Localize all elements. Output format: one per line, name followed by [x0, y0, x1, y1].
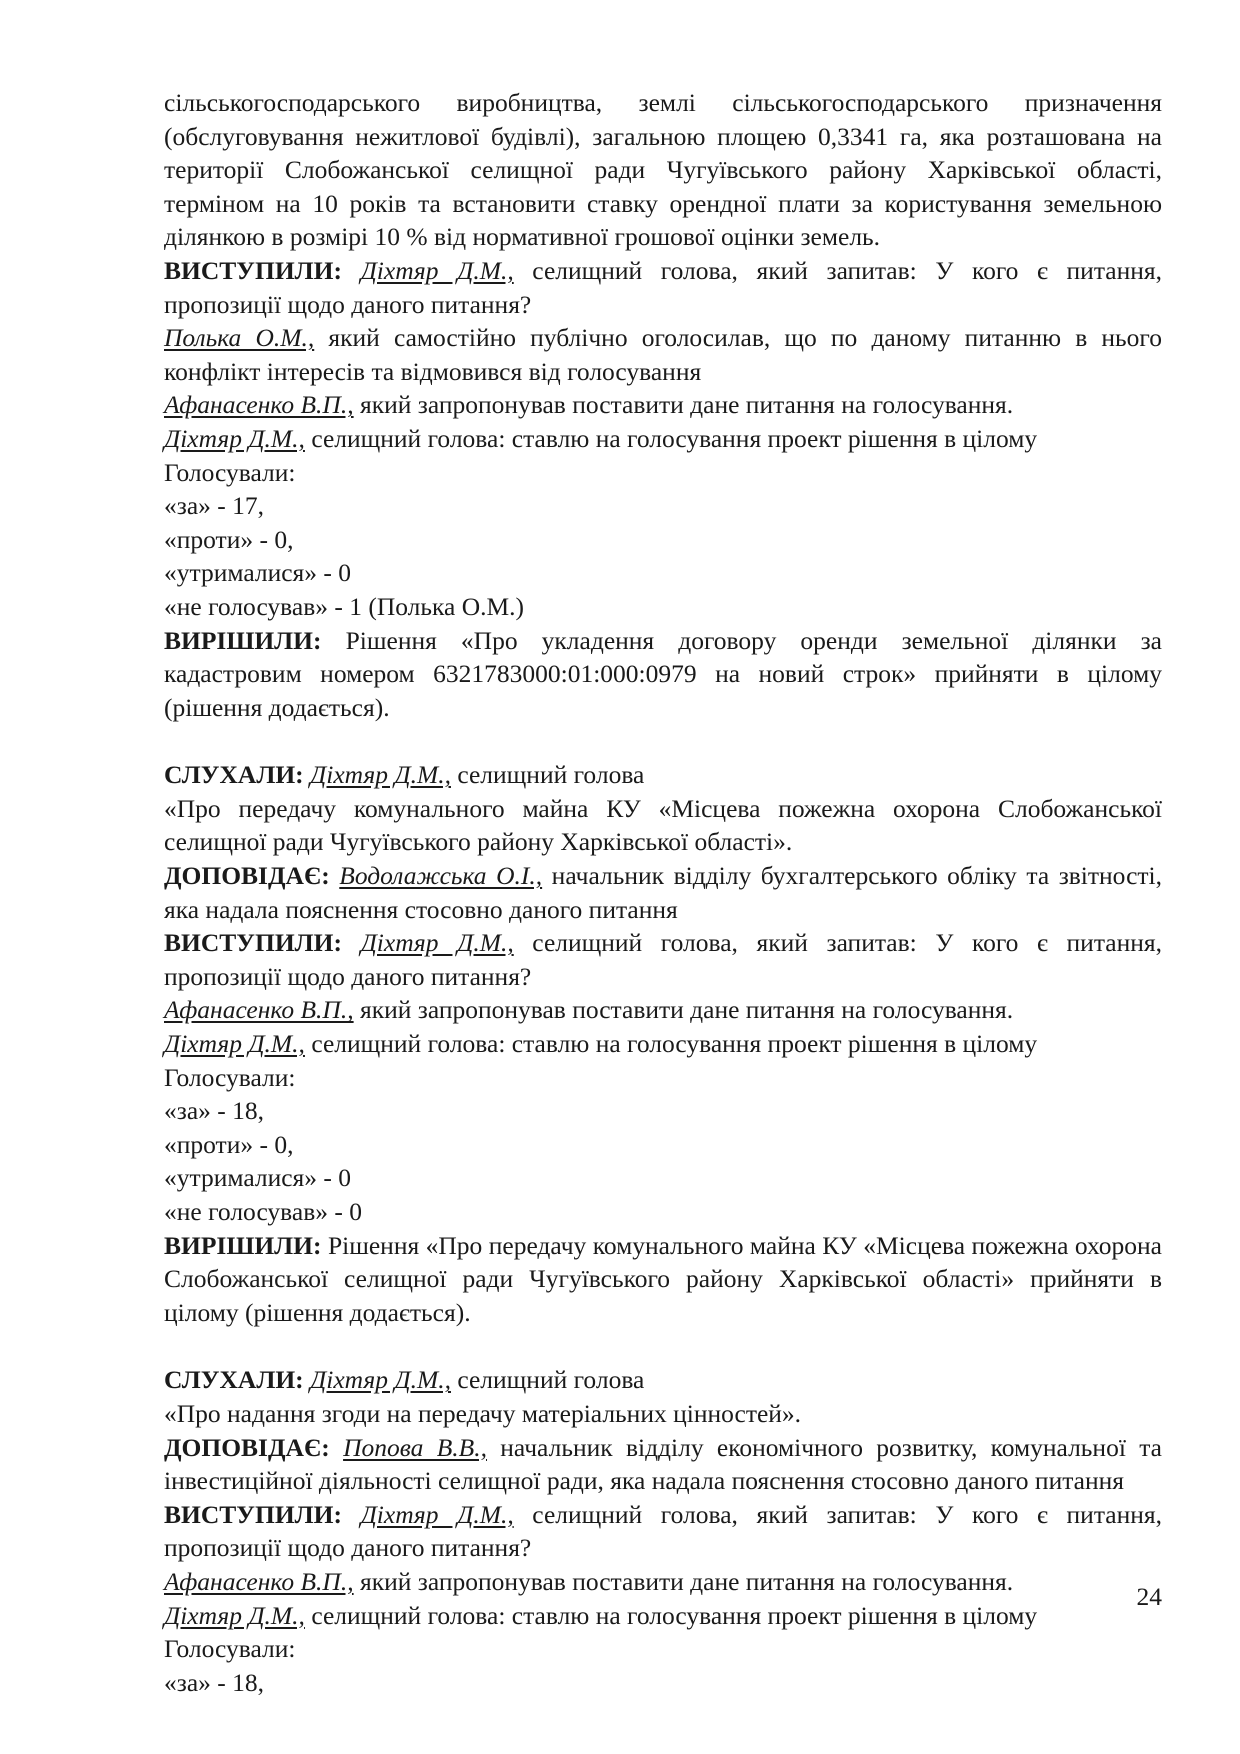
vote-call-line	[164, 1599, 1162, 1633]
text-segment: селищний голова, який запитав: У кого є питання, пропозиції щодо даного питання?	[164, 1499, 1162, 1563]
person-name: Полька О.М.,	[164, 323, 315, 353]
person-name: Діхтяр Д.М.,	[310, 1365, 451, 1395]
speaker-paragraph	[164, 254, 1162, 321]
text-segment: селищний голова	[450, 760, 645, 790]
vote-for: «за» - 18,	[164, 1667, 265, 1697]
proposal-line	[164, 993, 1162, 1027]
vote-against: «проти» - 0,	[164, 1129, 294, 1159]
section-label: СЛУХАЛИ:	[164, 760, 304, 790]
proposal-line	[164, 388, 1162, 422]
text-segment: загальною площею 0,3341 га, яка розташована на території Слобожанської селищної ради Чугуївського району Харківської області, терміном на 10 років та встановити ставку орендної плати за користування земельною ділянкою в розмірі 10 % від нормативної грошової оцінки земель.	[164, 121, 1162, 252]
vote-not-voted: «не голосував» - 1 (Полька О.М.)	[164, 591, 525, 621]
person-name: Діхтяр Д.М.,	[164, 1600, 305, 1630]
text-segment: сільськогосподарського виробництва, землі сільськогосподарського призначення (обслуговування нежитлової будівлі),	[164, 88, 1162, 151]
text-segment: селищний голова: ставлю на голосування проект рішення в цілому	[304, 423, 1038, 453]
person-name: Діхтяр Д.М.,	[310, 760, 451, 790]
report-paragraph	[164, 859, 1162, 926]
spacer	[164, 724, 1162, 758]
page-number: 24	[1136, 1582, 1162, 1611]
vote-call-line	[164, 1027, 1162, 1061]
text-segment: Рішення «Про передачу комунального майна КУ «Місцева пожежна охорона Слобожанської селищної ради Чугуївського району Харківської області» прийняти в цілому (рішення додається).	[164, 1230, 1162, 1327]
section-label: ДОПОВІДАЄ:	[164, 1432, 330, 1462]
section-label: ВИСТУПИЛИ:	[164, 1499, 342, 1529]
heard-line	[164, 1363, 1162, 1397]
person-name: Діхтяр Д.М.,	[360, 255, 514, 285]
vote-call-line	[164, 422, 1162, 456]
spacer	[164, 1329, 1162, 1363]
text-segment: який запропонував поставити дане питання на голосування.	[353, 995, 1014, 1025]
person-name: Діхтяр Д.М.,	[360, 1499, 514, 1529]
person-name: Діхтяр Д.М.,	[164, 423, 305, 453]
vote-for: «за» - 17,	[164, 491, 265, 521]
text-segment: селищний голова, який запитав: У кого є питання, пропозиції щодо даного питання?	[164, 255, 1162, 319]
decision-paragraph	[164, 624, 1162, 725]
decision-paragraph	[164, 1229, 1162, 1330]
section-label: ВИРІШИЛИ:	[164, 625, 322, 655]
text-segment: селищний голова	[450, 1365, 645, 1395]
text-segment: який запропонував поставити дане питання на голосування.	[353, 390, 1014, 420]
person-name: Афанасенко В.П.,	[164, 995, 354, 1025]
text-segment: Рішення «Про укладення договору оренди земельної ділянки за кадастровим номером 6321783000:01:000:0979 на новий строк» прийняти в цілому (рішення додається).	[164, 625, 1162, 722]
person-name: Афанасенко В.П.,	[164, 390, 354, 420]
text-segment: селищний голова: ставлю на голосування проект рішення в цілому	[304, 1029, 1038, 1059]
section-label: СЛУХАЛИ:	[164, 1365, 304, 1395]
speaker-paragraph	[164, 1498, 1162, 1565]
votes-title: Голосували:	[164, 457, 296, 487]
section-label: ДОПОВІДАЄ:	[164, 861, 330, 891]
report-paragraph	[164, 1431, 1162, 1498]
person-name: Афанасенко В.П.,	[164, 1566, 354, 1596]
section-label: ВИРІШИЛИ:	[164, 1230, 322, 1260]
text-segment: який запропонував поставити дане питання на голосування.	[353, 1566, 1014, 1596]
paragraph-lease-terms	[164, 86, 1162, 254]
text-segment: селищний голова: ставлю на голосування проект рішення в цілому	[304, 1600, 1038, 1630]
section-label: ВИСТУПИЛИ:	[164, 928, 342, 958]
speaker-paragraph	[164, 926, 1162, 993]
person-name: Попова В.В.,	[343, 1432, 487, 1462]
votes-title: Голосували:	[164, 1634, 296, 1664]
votes-title: Голосували:	[164, 1062, 296, 1092]
text-segment: самостійно публічно оголосилав,	[393, 323, 785, 353]
person-name: Водолажська О.І.,	[339, 861, 543, 891]
text-segment: начальник відділу економічного розвитку, комунальної та інвестиційної діяльності селищної ради, яка надала пояснення стосовно даного питання	[164, 1432, 1162, 1496]
text-segment: який	[314, 323, 394, 353]
section-label: ВИСТУПИЛИ:	[164, 255, 342, 285]
conflict-paragraph	[164, 321, 1162, 388]
person-name: Діхтяр Д.М.,	[164, 1029, 305, 1059]
vote-abstain: «утрималися» - 0	[164, 1163, 352, 1193]
vote-not-voted: «не голосував» - 0	[164, 1197, 362, 1226]
heard-line	[164, 758, 1162, 792]
vote-abstain: «утрималися» - 0	[164, 558, 352, 588]
agenda-topic: «Про надання згоди на передачу матеріальних цінностей».	[164, 1398, 802, 1428]
vote-for: «за» - 18,	[164, 1096, 265, 1126]
agenda-topic: «Про передачу комунального майна КУ «Місцева пожежна охорона Слобожанської селищної ради Чугуївського району Харківської області».	[164, 793, 1162, 857]
text-segment: селищний голова, який запитав: У кого є питання, пропозиції щодо даного питання?	[164, 928, 1162, 991]
proposal-line	[164, 1565, 1162, 1599]
text-segment: що по даному питанню в нього конфлікт інтересів та відмовився від голосування	[164, 323, 1162, 386]
document-page	[164, 86, 1162, 1699]
vote-against: «проти» - 0,	[164, 524, 294, 554]
person-name: Діхтяр Д.М.,	[360, 928, 514, 958]
text-segment: начальник відділу бухгалтерського обліку та звітності, яка надала пояснення стосовно даного питання	[164, 861, 1162, 924]
